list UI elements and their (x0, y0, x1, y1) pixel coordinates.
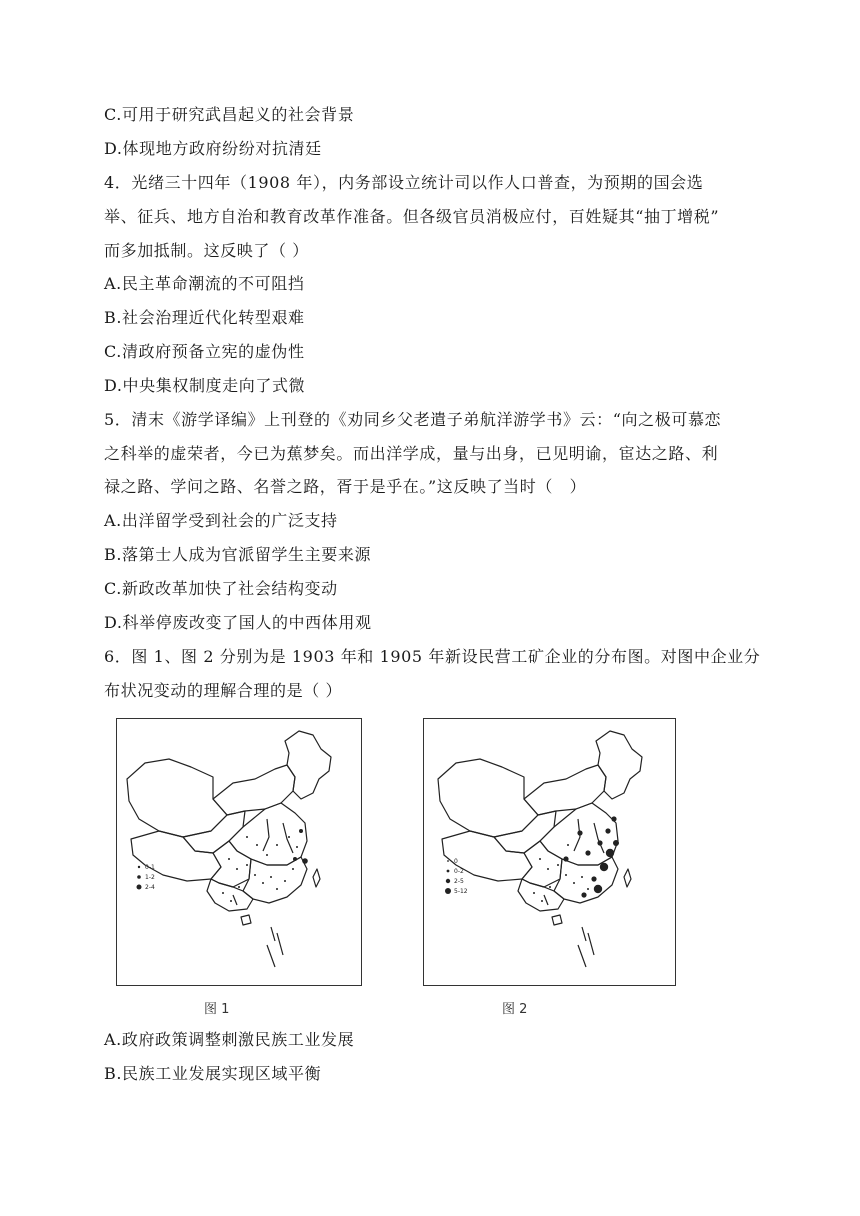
figure-2-map-drawing (424, 719, 675, 985)
fig1-legend-3: 2-4 (145, 884, 155, 891)
q5-stem-line1: 5．清末《游学译编》上刊登的《劝同乡父老遣子弟航洋游学书》云：“向之极可慕恋 (104, 410, 722, 429)
q5-option-c: C.新政改革加快了社会结构变动 (104, 579, 338, 598)
q3-option-d: D.体现地方政府纷纷对抗清廷 (104, 139, 322, 158)
q3-option-c: C.可用于研究武昌起义的社会背景 (104, 105, 355, 124)
fig2-legend-3: 2-5 (454, 878, 464, 885)
q5-stem-line2: 之科举的虚荣者，今已为蕉梦矣。而出洋学成，量与出身，已见明谕，宦达之路、利 (104, 444, 719, 463)
figure-1-map (116, 718, 362, 986)
fig2-legend-2: 0-2 (454, 868, 464, 875)
figure-1-map-drawing (117, 719, 361, 985)
q6-stem-line1: 6．图 1、图 2 分别为是 1903 年和 1905 年新设民营工矿企业的分布图。对图中企业分 (104, 647, 761, 666)
figure-2-map (423, 718, 676, 986)
q4-stem-line1: 4．光绪三十四年（1908 年），内务部设立统计司以作人口普查，为预期的国会选 (104, 173, 704, 192)
fig2-legend-1: 0 (454, 858, 458, 865)
q5-option-b: B.落第士人成为官派留学生主要来源 (104, 545, 372, 564)
figure-2-caption: 图 2 (502, 1002, 528, 1017)
fig1-legend-2: 1-2 (145, 874, 155, 881)
q6-option-a: A.政府政策调整刺激民族工业发展 (104, 1030, 355, 1049)
fig2-legend-4: 5-12 (454, 888, 468, 895)
q4-stem-line3: 而多加抵制。这反映了（ ） (104, 241, 309, 260)
q4-option-c: C.清政府预备立宪的虚伪性 (104, 342, 305, 361)
q5-stem-line3: 禄之路、学问之路、名誉之路，胥于是乎在。”这反映了当时（ ） (104, 477, 587, 496)
q5-option-d: D.科举停废改变了国人的中西体用观 (104, 613, 372, 632)
q4-option-d: D.中央集权制度走向了式微 (104, 376, 306, 395)
q4-option-b: B.社会治理近代化转型艰难 (104, 308, 305, 327)
q4-option-a: A.民主革命潮流的不可阻挡 (104, 274, 305, 293)
q6-option-b: B.民族工业发展实现区域平衡 (104, 1064, 322, 1083)
q5-option-a: A.出洋留学受到社会的广泛支持 (104, 511, 338, 530)
q4-stem-line2: 举、征兵、地方自治和教育改革作准备。但各级官员消极应付，百姓疑其“抽丁增税” (104, 207, 720, 226)
q6-stem-line2: 布状况变动的理解合理的是（ ） (104, 681, 343, 700)
fig1-legend-1: 0-1 (145, 864, 155, 871)
figure-1-caption: 图 1 (204, 1002, 230, 1017)
